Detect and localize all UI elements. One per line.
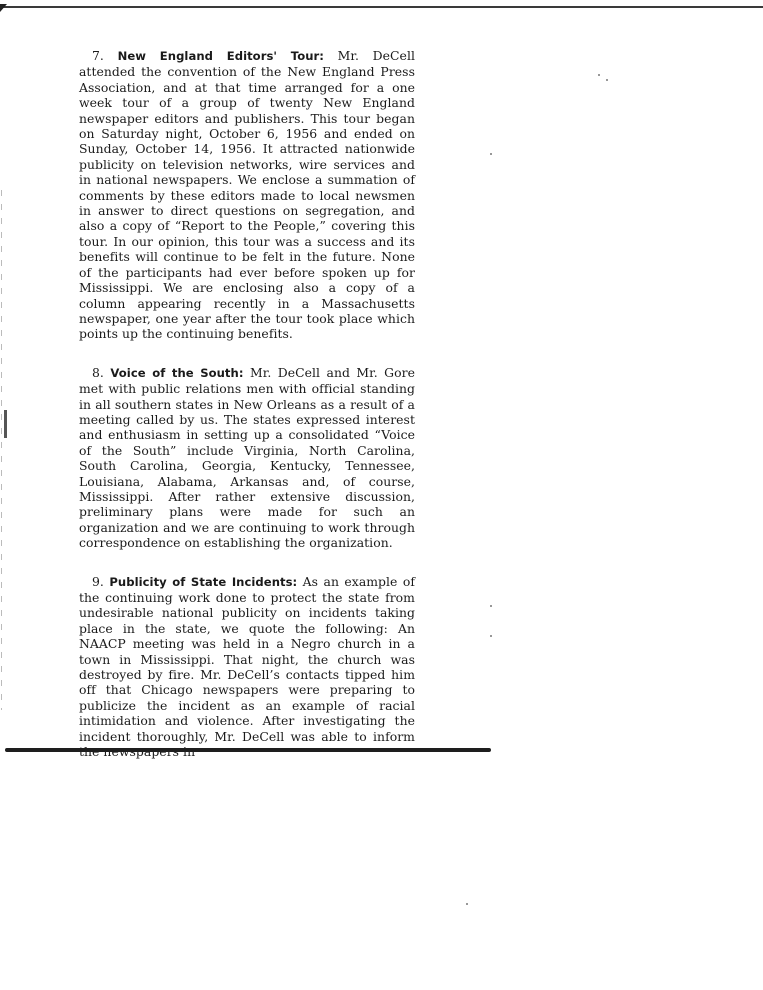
scan-speck <box>598 74 600 76</box>
paragraph-text: Mr. DeCell and Mr. Gore met with public relations men with official standing in all southern states in New Orleans as a result of a meeting called by us. The states expressed interest and enthusiasm in setting up a consolidated “Voice of the South” include Virginia, North Carolina, South Carolina, Georgia, Kentucky, Tennessee, Louisiana, Alabama, Arkansas and, of course, Mississippi. After rather extensive discussion, preliminary plans were made for such an organization and we are continuing to work through correspondence on establishing the organization. <box>79 364 415 551</box>
top-corner-mark <box>0 4 7 12</box>
left-margin-mark <box>4 410 7 438</box>
scan-speck <box>606 79 608 81</box>
paragraph-number: 7. <box>92 48 104 63</box>
scan-speck <box>490 153 492 155</box>
paragraph-new-england-editors-tour <box>79 48 415 342</box>
paragraph-publicity-of-state-incidents <box>79 574 415 760</box>
paragraph-heading: Publicity of State Incidents: <box>109 574 298 589</box>
paragraph-number: 9. <box>92 573 104 589</box>
paragraph-text: Mr. DeCell attended the convention of the New England Press Association, and at that time arranged for a one week tour of a group of twenty New England newspaper editors and publishers. This tour began on Saturday night, October 6, 1956 and ended on Sunday, October 14, 1956. It attracted nationwide publicity on television networks, wire services and in national newspapers. We enclose a summation of comments by these editors made to local newsmen in answer to direct questions on segregation, and also a copy of “Report to the People,” covering this tour. In our opinion, this tour was a success and its benefits will continue to be felt in the future. None of the participants had ever before spoken up for Mississippi. We are enclosing also a copy of a column appearing recently in a Massachusetts newspaper, one year after the tour took place which points up the continuing benefits. <box>79 48 415 342</box>
scan-speck <box>490 605 492 607</box>
left-binding-edge <box>1 190 2 710</box>
bottom-page-rule <box>5 748 491 752</box>
paragraph-number: 8. <box>92 364 104 380</box>
scan-speck <box>466 903 468 905</box>
paragraph-text: As an example of the continuing work done to protect the state from undesirable national publicity on incidents taking place in the state, we quote the following: An NAACP meeting was held in a Negro church in a town in Mississippi. That night, the church was destroyed by fire. Mr. DeCell’s contacts tipped him off that Chicago newspapers were preparing to publicize the incident as an example of racial intimidation and violence. After investigating the incident thoroughly, Mr. DeCell was able to inform <box>79 573 415 744</box>
top-page-rule <box>0 6 763 8</box>
document-body <box>79 48 415 782</box>
paragraph-voice-of-the-south <box>79 365 415 551</box>
paragraph-heading: Voice of the South: <box>110 365 244 380</box>
scan-speck <box>490 635 492 637</box>
paragraph-heading: New England Editors' Tour: <box>117 49 324 63</box>
